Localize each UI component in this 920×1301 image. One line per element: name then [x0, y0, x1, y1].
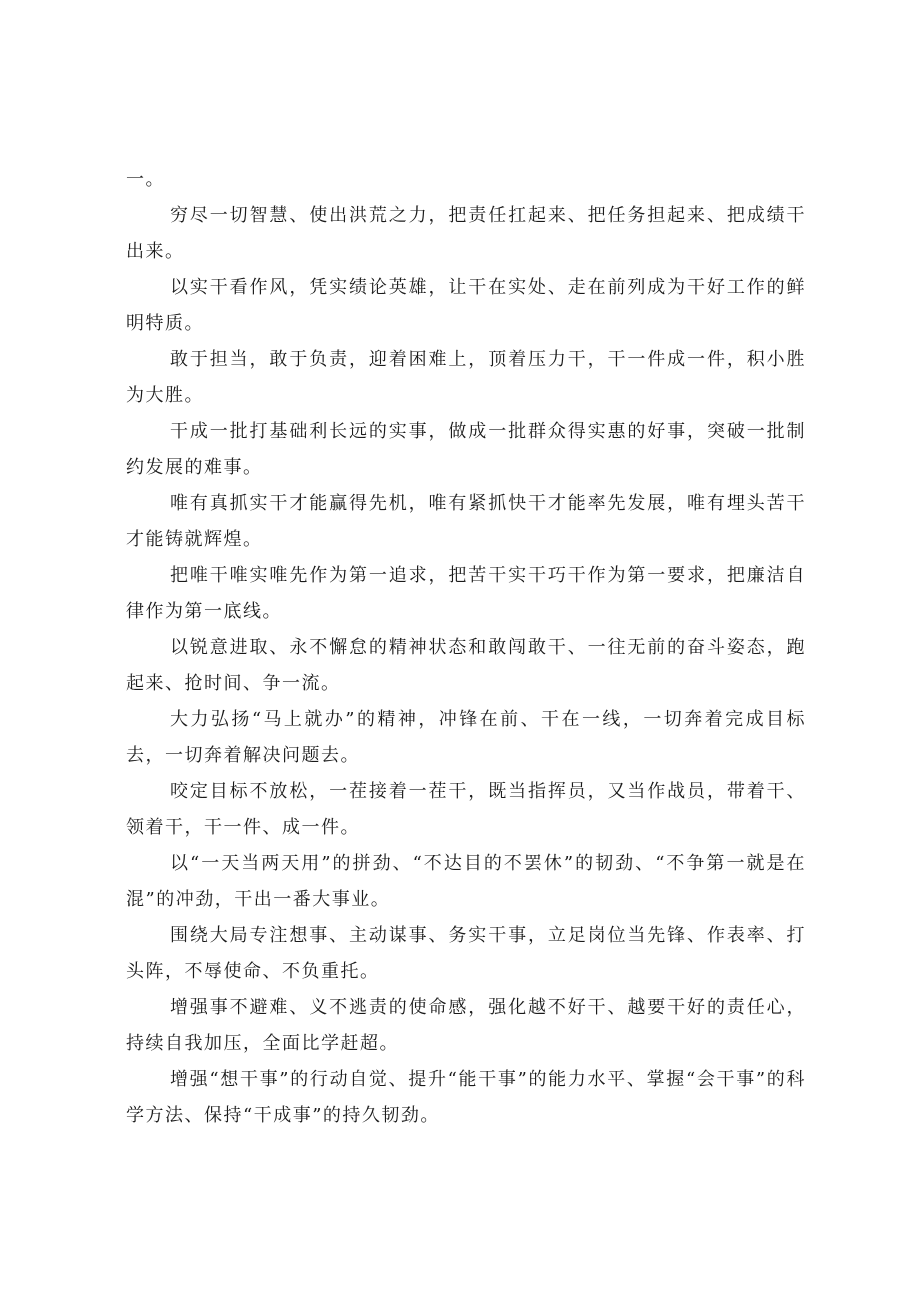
- paragraph-7: 把唯干唯实唯先作为第一追求，把苦干实干巧干作为第一要求，把廉洁自律作为第一底线。: [126, 565, 806, 622]
- paragraph-12: 围绕大局专注想事、主动谋事、务实干事，立足岗位当先锋、作表率、打头阵，不辱使命、不负重托。: [126, 925, 806, 982]
- paragraph-10: 咬定目标不放松，一茬接着一茬干，既当指挥员，又当作战员，带着干、领着干，干一件、成一件。: [126, 781, 806, 838]
- paragraph-8: 以锐意进取、永不懈怠的精神状态和敢闯敢干、一往无前的奋斗姿态，跑起来、抢时间、争一流。: [126, 637, 806, 694]
- document-body: [126, 162, 806, 1134]
- paragraph-4: 敢于担当，敢于负责，迎着困难上，顶着压力干，干一件成一件，积小胜为大胜。: [126, 349, 806, 406]
- paragraph-3: 以实干看作风，凭实绩论英雄，让干在实处、走在前列成为干好工作的鲜明特质。: [126, 277, 806, 334]
- paragraph-2: 穷尽一切智慧、使出洪荒之力，把责任扛起来、把任务担起来、把成绩干出来。: [126, 205, 806, 262]
- paragraph-14: 增强“想干事”的行动自觉、提升“能干事”的能力水平、掌握“会干事”的科学方法、保持“干成事”的持久韧劲。: [126, 1069, 806, 1126]
- paragraph-13: 增强事不避难、义不逃责的使命感，强化越不好干、越要干好的责任心，持续自我加压，全面比学赶超。: [126, 997, 806, 1054]
- paragraph-6: 唯有真抓实干才能赢得先机，唯有紧抓快干才能率先发展，唯有埋头苦干才能铸就辉煌。: [126, 493, 806, 550]
- paragraph-9: 大力弘扬“马上就办”的精神，冲锋在前、干在一线，一切奔着完成目标去，一切奔着解决问题去。: [126, 709, 806, 766]
- paragraph-1: 一。: [126, 169, 165, 190]
- paragraph-5: 干成一批打基础利长远的实事，做成一批群众得实惠的好事，突破一批制约发展的难事。: [126, 421, 806, 478]
- paragraph-11: 以“一天当两天用”的拼劲、“不达目的不罢休”的韧劲、“不争第一就是在混”的冲劲，干出一番大事业。: [126, 853, 806, 910]
